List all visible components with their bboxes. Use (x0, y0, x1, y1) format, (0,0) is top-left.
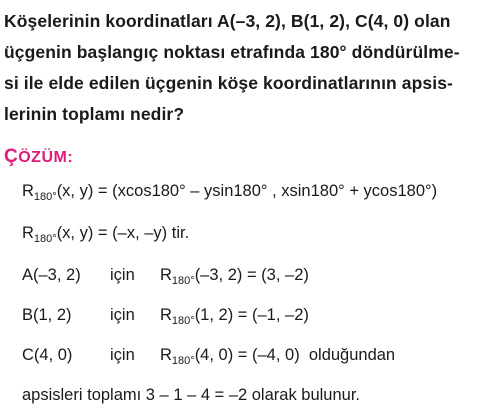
point-label: B(1, 2) (22, 306, 72, 324)
question-text (4, 6, 490, 130)
solution-row-c (22, 345, 395, 365)
rotation-subscript: 180° (33, 233, 57, 245)
question-line: üçgenin başlangıç noktası etrafında 180° döndürülme- (4, 42, 460, 62)
question-line: Köşelerinin koordinatları A(–3, 2), B(1, 2), C(4, 0) olan (4, 11, 451, 31)
rotation-subscript: 180° (33, 191, 57, 203)
formula-simplified-rhs: (x, y) = (–x, –y) tir. (56, 224, 190, 242)
rotation-result: (1, 2) = (–1, –2) (194, 306, 309, 324)
rotation-subscript: 180° (171, 275, 195, 287)
solution-header-rest: ÖZÜM: (18, 149, 74, 166)
rotation-symbol: R (160, 306, 172, 324)
rotation-result: (4, 0) = (–4, 0) olduğundan (194, 346, 396, 364)
point-label: A(–3, 2) (22, 266, 81, 284)
rotation-subscript: 180° (171, 355, 195, 367)
rotation-symbol: R (22, 182, 34, 200)
question-line: si ile elde edilen üçgenin köşe koordinatlarının apsis- (4, 73, 453, 93)
solution-header-initial: Ç (4, 146, 19, 167)
solution-header (4, 146, 73, 168)
for-word: için (110, 346, 135, 364)
for-word: için (110, 266, 135, 284)
rotation-symbol: R (160, 346, 172, 364)
formula-general (22, 181, 437, 201)
formula-general-rhs: (x, y) = (xcos180° – ysin180° , xsin180° + ycos180°) (56, 182, 438, 200)
rotation-symbol: R (22, 224, 34, 242)
rotation-symbol: R (160, 266, 172, 284)
rotation-subscript: 180° (171, 315, 195, 327)
rotation-result: (–3, 2) = (3, –2) (194, 266, 309, 284)
solution-conclusion: apsisleri toplamı 3 – 1 – 4 = –2 olarak bulunur. (22, 386, 361, 404)
point-label: C(4, 0) (22, 346, 73, 364)
question-line: lerinin toplamı nedir? (4, 104, 185, 124)
solution-row-a (22, 265, 309, 285)
solution-row-b (22, 305, 309, 325)
for-word: için (110, 306, 135, 324)
formula-simplified (22, 223, 189, 243)
